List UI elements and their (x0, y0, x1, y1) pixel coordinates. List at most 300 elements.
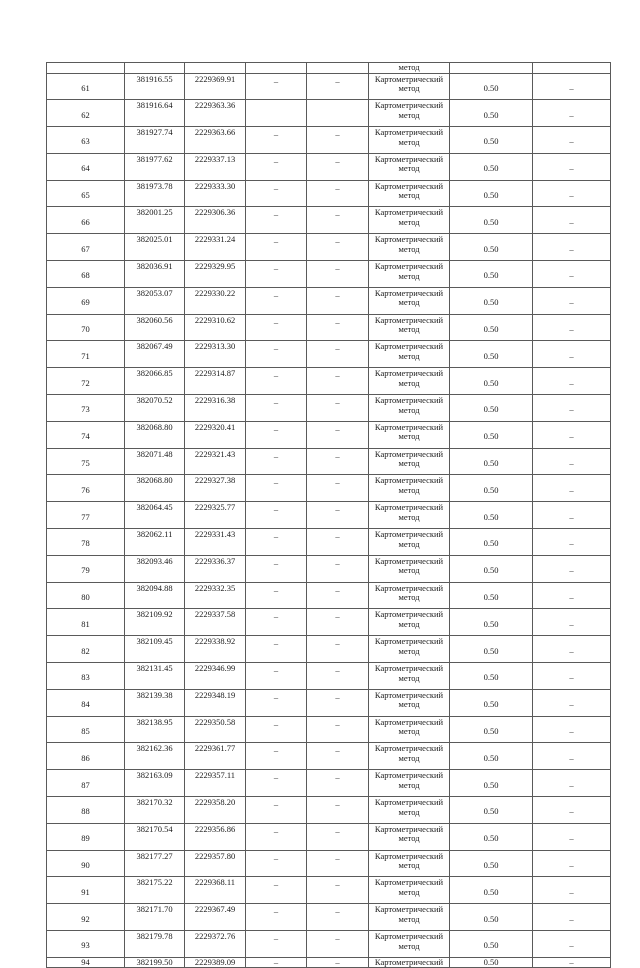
description-cell: – (533, 73, 611, 100)
y-coordinate-cell: 2229348.19 (185, 689, 246, 716)
description-cell: – (533, 207, 611, 234)
point-number-cell: 74 (47, 421, 125, 448)
empty-value-cell: – (246, 207, 307, 234)
table-row (47, 368, 611, 395)
empty-value-cell: – (246, 153, 307, 180)
method-text-line2: метод (398, 672, 420, 683)
description-cell: – (533, 609, 611, 636)
table-row (47, 636, 611, 663)
method-cell (369, 127, 450, 154)
y-coordinate-cell: 2229346.99 (185, 663, 246, 690)
y-coordinate-cell: 2229356.86 (185, 823, 246, 850)
continuation-row (47, 63, 611, 74)
method-text: метод (398, 62, 420, 72)
accuracy-cell: 0.50 (450, 180, 533, 207)
accuracy-cell: 0.50 (450, 931, 533, 958)
empty-value-cell: – (246, 421, 307, 448)
method-text-line2: метод (398, 243, 420, 254)
table-row (47, 582, 611, 609)
accuracy-cell: 0.50 (450, 100, 533, 127)
accuracy-cell: 0.50 (450, 582, 533, 609)
x-coordinate-cell: 382066.85 (125, 368, 185, 395)
y-coordinate-cell: 2229336.37 (185, 555, 246, 582)
empty-value-cell: – (307, 823, 369, 850)
method-text-line1: Картометрический (374, 850, 444, 861)
point-number-cell: 86 (47, 743, 125, 770)
accuracy-cell: 0.50 (450, 957, 533, 968)
y-coordinate-cell: 2229321.43 (185, 448, 246, 475)
point-number-cell: 70 (47, 314, 125, 341)
method-text-line2: метод (398, 511, 420, 522)
y-coordinate-cell: 2229331.24 (185, 234, 246, 261)
method-text-line2: метод (398, 297, 420, 308)
method-text-line2: метод (398, 886, 420, 897)
method-text-line1: Картометрический (374, 743, 444, 754)
method-cell (369, 73, 450, 100)
x-coordinate-cell: 382131.45 (125, 663, 185, 690)
description-cell: – (533, 368, 611, 395)
point-number-cell: 73 (47, 395, 125, 422)
table-row (47, 957, 611, 968)
y-coordinate-cell: 2229333.30 (185, 180, 246, 207)
empty-value-cell: – (307, 287, 369, 314)
method-text-line1: Картометрический (374, 180, 444, 191)
x-coordinate-cell: 382067.49 (125, 341, 185, 368)
method-text-line1: Картометрический (374, 931, 444, 941)
empty-value-cell: – (307, 770, 369, 797)
point-number-cell: 90 (47, 850, 125, 877)
accuracy-cell: 0.50 (450, 636, 533, 663)
description-cell: – (533, 663, 611, 690)
method-text-line1: Картометрический (374, 957, 444, 967)
x-coordinate-cell: 382171.70 (125, 904, 185, 931)
empty-value-cell: – (307, 636, 369, 663)
x-coordinate-cell: 381927.74 (125, 127, 185, 154)
table-row (47, 609, 611, 636)
y-coordinate-cell: 2229363.66 (185, 127, 246, 154)
point-number-cell: 89 (47, 823, 125, 850)
y-coordinate-cell: 2229361.77 (185, 743, 246, 770)
empty-value-cell: – (246, 448, 307, 475)
method-text-line2: метод (398, 806, 420, 817)
cell-empty (533, 63, 611, 74)
method-cell (369, 502, 450, 529)
description-cell: – (533, 636, 611, 663)
table-body (47, 63, 611, 968)
point-number-cell: 75 (47, 448, 125, 475)
table-row (47, 287, 611, 314)
empty-value-cell: – (246, 716, 307, 743)
y-coordinate-cell: 2229389.09 (185, 957, 246, 968)
method-text-line2: метод (398, 538, 420, 549)
cell-empty (450, 63, 533, 74)
method-cell (369, 957, 450, 968)
method-text-line1: Картометрический (374, 207, 444, 218)
description-cell: – (533, 770, 611, 797)
method-cell (369, 448, 450, 475)
method-text-line2: метод (398, 726, 420, 737)
empty-value-cell (307, 100, 369, 127)
table-row (47, 716, 611, 743)
accuracy-cell: 0.50 (450, 770, 533, 797)
x-coordinate-cell: 382068.80 (125, 421, 185, 448)
point-number-cell: 93 (47, 931, 125, 958)
empty-value-cell: – (307, 448, 369, 475)
method-text-line2: метод (398, 458, 420, 469)
empty-value-cell: – (246, 395, 307, 422)
method-text-line2: метод (398, 136, 420, 147)
x-coordinate-cell: 382177.27 (125, 850, 185, 877)
table-row (47, 341, 611, 368)
empty-value-cell: – (246, 368, 307, 395)
table-row (47, 904, 611, 931)
y-coordinate-cell: 2229337.13 (185, 153, 246, 180)
method-cell (369, 368, 450, 395)
empty-value-cell: – (307, 663, 369, 690)
empty-value-cell: – (246, 180, 307, 207)
empty-value-cell: – (307, 207, 369, 234)
empty-value-cell: – (246, 555, 307, 582)
y-coordinate-cell: 2229316.38 (185, 395, 246, 422)
empty-value-cell: – (246, 823, 307, 850)
point-number-cell: 92 (47, 904, 125, 931)
accuracy-cell: 0.50 (450, 609, 533, 636)
empty-value-cell: – (307, 395, 369, 422)
cell-empty (47, 63, 125, 74)
accuracy-cell: 0.50 (450, 421, 533, 448)
empty-value-cell: – (246, 957, 307, 968)
table-row (47, 261, 611, 288)
method-text-line2: метод (398, 190, 420, 201)
empty-value-cell: – (307, 341, 369, 368)
accuracy-cell: 0.50 (450, 850, 533, 877)
table-row (47, 421, 611, 448)
empty-value-cell: – (307, 368, 369, 395)
description-cell: – (533, 341, 611, 368)
x-coordinate-cell: 382093.46 (125, 555, 185, 582)
method-text-line1: Картометрический (374, 127, 444, 138)
method-text-line1: Картометрический (374, 609, 444, 620)
table-row (47, 689, 611, 716)
method-text-line2: метод (398, 431, 420, 442)
empty-value-cell: – (246, 850, 307, 877)
accuracy-cell: 0.50 (450, 341, 533, 368)
description-cell: – (533, 555, 611, 582)
point-number-cell: 62 (47, 100, 125, 127)
empty-value-cell: – (307, 877, 369, 904)
method-cell (369, 797, 450, 824)
empty-value-cell: – (307, 73, 369, 100)
point-number-cell: 69 (47, 287, 125, 314)
method-text-line1: Картометрический (374, 153, 444, 164)
accuracy-cell: 0.50 (450, 73, 533, 100)
accuracy-cell: 0.50 (450, 395, 533, 422)
method-cell (369, 743, 450, 770)
x-coordinate-cell: 382139.38 (125, 689, 185, 716)
empty-value-cell: – (307, 582, 369, 609)
description-cell: – (533, 743, 611, 770)
method-text-line1: Картометрический (374, 770, 444, 781)
point-number-cell: 82 (47, 636, 125, 663)
point-number-cell: 63 (47, 127, 125, 154)
x-coordinate-cell: 382170.32 (125, 797, 185, 824)
y-coordinate-cell: 2229357.11 (185, 770, 246, 797)
description-cell: – (533, 957, 611, 968)
method-cell (369, 63, 450, 74)
method-text-line2: метод (398, 779, 420, 790)
point-number-cell: 88 (47, 797, 125, 824)
description-cell: – (533, 475, 611, 502)
empty-value-cell: – (307, 127, 369, 154)
empty-value-cell: – (246, 582, 307, 609)
x-coordinate-cell: 382109.92 (125, 609, 185, 636)
x-coordinate-cell: 382175.22 (125, 877, 185, 904)
empty-value-cell: – (307, 421, 369, 448)
empty-value-cell: – (307, 797, 369, 824)
x-coordinate-cell: 382060.56 (125, 314, 185, 341)
method-text-line2: метод (398, 350, 420, 361)
empty-value-cell: – (246, 770, 307, 797)
description-cell: – (533, 529, 611, 556)
accuracy-cell: 0.50 (450, 207, 533, 234)
accuracy-cell: 0.50 (450, 823, 533, 850)
accuracy-cell: 0.50 (450, 475, 533, 502)
accuracy-cell: 0.50 (450, 502, 533, 529)
description-cell: – (533, 904, 611, 931)
table-row (47, 529, 611, 556)
empty-value-cell (246, 100, 307, 127)
method-text-line1: Картометрический (374, 395, 444, 406)
method-text-line2: метод (398, 377, 420, 388)
empty-value-cell: – (307, 904, 369, 931)
point-number-cell: 64 (47, 153, 125, 180)
description-cell: – (533, 716, 611, 743)
description-cell: – (533, 261, 611, 288)
cell-empty (246, 63, 307, 74)
description-cell: – (533, 421, 611, 448)
empty-value-cell: – (307, 529, 369, 556)
point-number-cell: 78 (47, 529, 125, 556)
x-coordinate-cell: 382036.91 (125, 261, 185, 288)
point-number-cell: 87 (47, 770, 125, 797)
table-row (47, 797, 611, 824)
x-coordinate-cell: 382001.25 (125, 207, 185, 234)
accuracy-cell: 0.50 (450, 314, 533, 341)
method-text-line1: Картометрический (374, 421, 444, 432)
method-cell (369, 100, 450, 127)
method-text-line1: Картометрический (374, 314, 444, 325)
method-text-line1: Картометрический (374, 555, 444, 566)
table-row (47, 207, 611, 234)
x-coordinate-cell: 382170.54 (125, 823, 185, 850)
x-coordinate-cell: 382070.52 (125, 395, 185, 422)
method-text-line2: метод (398, 216, 420, 227)
empty-value-cell: – (307, 609, 369, 636)
description-cell: – (533, 582, 611, 609)
empty-value-cell: – (246, 287, 307, 314)
x-coordinate-cell: 381916.55 (125, 73, 185, 100)
accuracy-cell: 0.50 (450, 153, 533, 180)
method-text-line2: метод (398, 699, 420, 710)
point-number-cell: 80 (47, 582, 125, 609)
method-text-line1: Картометрический (374, 100, 444, 111)
x-coordinate-cell: 382064.45 (125, 502, 185, 529)
table-row (47, 234, 611, 261)
method-text-line1: Картометрический (374, 689, 444, 700)
method-cell (369, 207, 450, 234)
cell-empty (307, 63, 369, 74)
point-number-cell: 94 (47, 957, 125, 968)
description-cell: – (533, 448, 611, 475)
method-text-line2: метод (398, 618, 420, 629)
point-number-cell: 85 (47, 716, 125, 743)
description-cell: – (533, 877, 611, 904)
description-cell: – (533, 100, 611, 127)
description-cell: – (533, 287, 611, 314)
empty-value-cell: – (246, 314, 307, 341)
accuracy-cell: 0.50 (450, 448, 533, 475)
table-row (47, 555, 611, 582)
method-text-line1: Картометрический (374, 287, 444, 298)
point-number-cell: 83 (47, 663, 125, 690)
empty-value-cell: – (246, 904, 307, 931)
method-text-line1: Картометрический (374, 823, 444, 834)
y-coordinate-cell: 2229338.92 (185, 636, 246, 663)
table-row (47, 663, 611, 690)
description-cell: – (533, 314, 611, 341)
x-coordinate-cell: 382138.95 (125, 716, 185, 743)
method-cell (369, 823, 450, 850)
method-text-line1: Картометрический (374, 716, 444, 727)
method-text-line2: метод (398, 404, 420, 415)
empty-value-cell: – (307, 931, 369, 958)
method-cell (369, 850, 450, 877)
accuracy-cell: 0.50 (450, 797, 533, 824)
method-cell (369, 421, 450, 448)
method-cell (369, 153, 450, 180)
point-number-cell: 72 (47, 368, 125, 395)
empty-value-cell: – (307, 180, 369, 207)
method-text-line1: Картометрический (374, 529, 444, 540)
method-text-line1: Картометрический (374, 502, 444, 513)
x-coordinate-cell: 381973.78 (125, 180, 185, 207)
method-cell (369, 770, 450, 797)
method-text-line2: метод (398, 860, 420, 871)
empty-value-cell: – (307, 716, 369, 743)
method-cell (369, 395, 450, 422)
x-coordinate-cell: 382094.88 (125, 582, 185, 609)
method-cell (369, 475, 450, 502)
method-text-line2: метод (398, 913, 420, 924)
method-cell (369, 314, 450, 341)
method-cell (369, 689, 450, 716)
y-coordinate-cell: 2229313.30 (185, 341, 246, 368)
accuracy-cell: 0.50 (450, 716, 533, 743)
accuracy-cell: 0.50 (450, 877, 533, 904)
method-text-line2: метод (398, 940, 420, 951)
y-coordinate-cell: 2229367.49 (185, 904, 246, 931)
description-cell: – (533, 823, 611, 850)
empty-value-cell: – (246, 689, 307, 716)
y-coordinate-cell: 2229325.77 (185, 502, 246, 529)
x-coordinate-cell: 382199.50 (125, 957, 185, 968)
empty-value-cell: – (246, 127, 307, 154)
empty-value-cell: – (246, 502, 307, 529)
table-row (47, 180, 611, 207)
method-text-line2: метод (398, 324, 420, 335)
empty-value-cell: – (246, 234, 307, 261)
y-coordinate-cell: 2229306.36 (185, 207, 246, 234)
empty-value-cell: – (246, 877, 307, 904)
accuracy-cell: 0.50 (450, 743, 533, 770)
empty-value-cell: – (307, 555, 369, 582)
y-coordinate-cell: 2229350.58 (185, 716, 246, 743)
point-number-cell: 65 (47, 180, 125, 207)
empty-value-cell: – (307, 502, 369, 529)
y-coordinate-cell: 2229337.58 (185, 609, 246, 636)
y-coordinate-cell: 2229330.22 (185, 287, 246, 314)
table-row (47, 502, 611, 529)
method-text-line1: Картометрический (374, 904, 444, 915)
y-coordinate-cell: 2229369.91 (185, 73, 246, 100)
description-cell: – (533, 797, 611, 824)
empty-value-cell: – (246, 797, 307, 824)
method-cell (369, 582, 450, 609)
method-cell (369, 931, 450, 958)
method-text-line2: метод (398, 109, 420, 120)
empty-value-cell: – (246, 931, 307, 958)
method-text-line2: метод (398, 163, 420, 174)
method-text-line2: метод (398, 484, 420, 495)
x-coordinate-cell: 382179.78 (125, 931, 185, 958)
y-coordinate-cell: 2229327.38 (185, 475, 246, 502)
table-row (47, 743, 611, 770)
empty-value-cell: – (246, 663, 307, 690)
method-text-line2: метод (398, 270, 420, 281)
method-text-line1: Картометрический (374, 663, 444, 674)
method-cell (369, 663, 450, 690)
empty-value-cell: – (246, 475, 307, 502)
table-row (47, 770, 611, 797)
method-cell (369, 636, 450, 663)
empty-value-cell: – (246, 261, 307, 288)
y-coordinate-cell: 2229363.36 (185, 100, 246, 127)
table-row (47, 127, 611, 154)
accuracy-cell: 0.50 (450, 287, 533, 314)
accuracy-cell: 0.50 (450, 555, 533, 582)
x-coordinate-cell: 381977.62 (125, 153, 185, 180)
point-number-cell: 71 (47, 341, 125, 368)
point-number-cell: 84 (47, 689, 125, 716)
point-number-cell: 91 (47, 877, 125, 904)
point-number-cell: 79 (47, 555, 125, 582)
cell-empty (185, 63, 246, 74)
point-number-cell: 66 (47, 207, 125, 234)
point-number-cell: 67 (47, 234, 125, 261)
table-row (47, 931, 611, 958)
method-text-line1: Картометрический (374, 261, 444, 272)
empty-value-cell: – (307, 689, 369, 716)
table-row (47, 475, 611, 502)
coordinates-table (46, 62, 611, 968)
description-cell: – (533, 395, 611, 422)
method-text-line2: метод (398, 752, 420, 763)
x-coordinate-cell: 382162.36 (125, 743, 185, 770)
x-coordinate-cell: 382109.45 (125, 636, 185, 663)
description-cell: – (533, 234, 611, 261)
x-coordinate-cell: 382053.07 (125, 287, 185, 314)
point-number-cell: 76 (47, 475, 125, 502)
